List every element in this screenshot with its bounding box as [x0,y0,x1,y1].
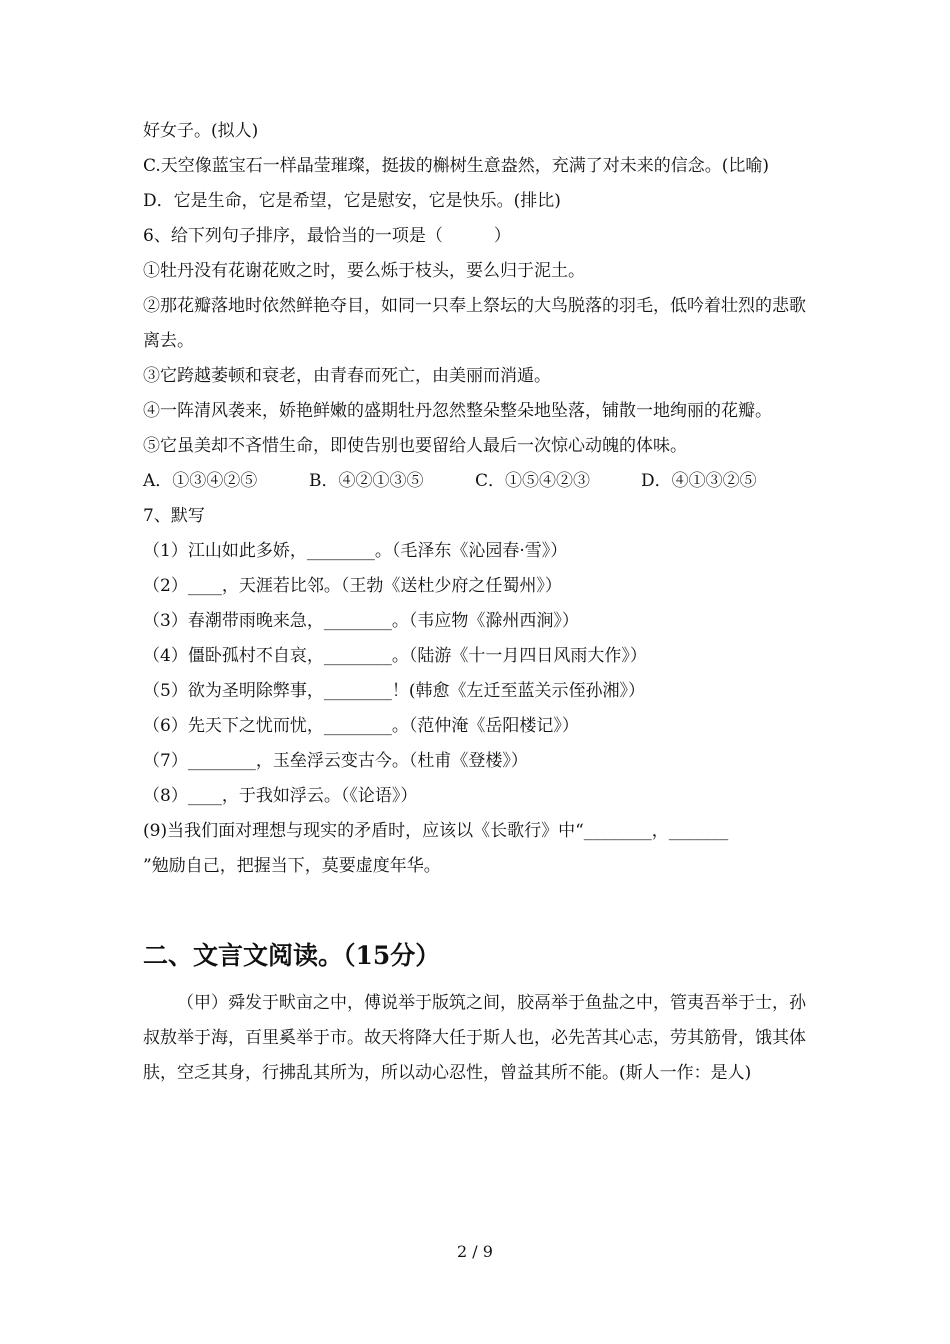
q6-options [143,464,811,499]
q7-item-8: （8）____，于我如浮云。（《论语》） [143,786,418,806]
q6-stem: 6、给下列句子排序，最恰当的一项是（ ） [143,226,511,246]
q7-stem: 7、默写 [143,506,205,526]
q6-item-5: ⑤它虽美却不吝惜生命，即使告别也要留给人最后一次惊心动魄的体味。 [143,436,687,456]
q7-item-2: （2）____，天涯若比邻。（王勃《送杜少府之任蜀州》） [143,576,562,596]
q7-item-4: （4）僵卧孤村不自哀，________。（陆游《十一月四日风雨大作》） [143,646,647,666]
page-number: 2 / 9 [457,1242,493,1261]
q5-option-b-end: 好女子。(拟人) [143,121,259,141]
q7-item-6: （6）先天下之忧而忧，________。（范仲淹《岳阳楼记》） [143,716,579,736]
q6-option-d: D．④①③②⑤ [641,471,757,491]
q6-item-3: ③它跨越萎顿和衰老，由青春而死亡，由美丽而消遁。 [143,366,551,386]
section-2-passage: （甲）舜发于畎亩之中，傅说举于版筑之间，胶鬲举于鱼盐之中，管夷吾举于士，孙叔敖举于海，百里奚举于市。故天将降大任于斯人也，必先苦其心志，劳其筋骨，饿其体肤，空乏其身，行拂乱其所为，所以动心忍性，曾益其所不能。(斯人一作：是人) [143,993,806,1083]
q6-item-4: ④一阵清风袭来，娇艳鲜嫩的盛期牡丹忽然整朵整朵地坠落，铺散一地绚丽的花瓣。 [143,401,772,421]
q6-option-a: A．①③④②⑤ [143,471,258,491]
q6-item-2: ②那花瓣落地时依然鲜艳夺目，如同一只奉上祭坛的大鸟脱落的羽毛，低吟着壮烈的悲歌离去。 [143,296,806,351]
page-content [143,114,811,1091]
q5-option-c: C.天空像蓝宝石一样晶莹璀璨，挺拔的槲树生意盎然，充满了对未来的信念。(比喻) [143,156,770,176]
section-2-title: 二、文言文阅读。（15分） [143,941,441,970]
q7-item-1: （1）江山如此多娇，________。（毛泽东《沁园春·雪》） [143,541,568,561]
q7-item-7: （7）________，玉垒浮云变古今。（杜甫《登楼》） [143,751,528,771]
q6-option-c: C．①⑤④②③ [475,471,591,491]
q7-item-5: （5）欲为圣明除弊事，________！(韩愈《左迁至蓝关示侄孙湘》） [143,681,645,701]
q6-item-1: ①牡丹没有花谢花败之时，要么烁于枝头，要么归于泥土。 [143,261,585,281]
q6-option-b: B．④②①③⑤ [309,471,424,491]
q7-item-9-line-1: (9)当我们面对理想与现实的矛盾时，应该以《长歌行》中“________，_______ [143,821,729,841]
q5-option-d: D．它是生命，它是希望，它是慰安，它是快乐。(排比) [143,191,561,211]
q7-item-3: （3）春潮带雨晚来急，________。（韦应物《滁州西涧》） [143,611,579,631]
q7-item-9-line-2: ”勉励自己，把握当下，莫要虚度年华。 [143,856,441,876]
